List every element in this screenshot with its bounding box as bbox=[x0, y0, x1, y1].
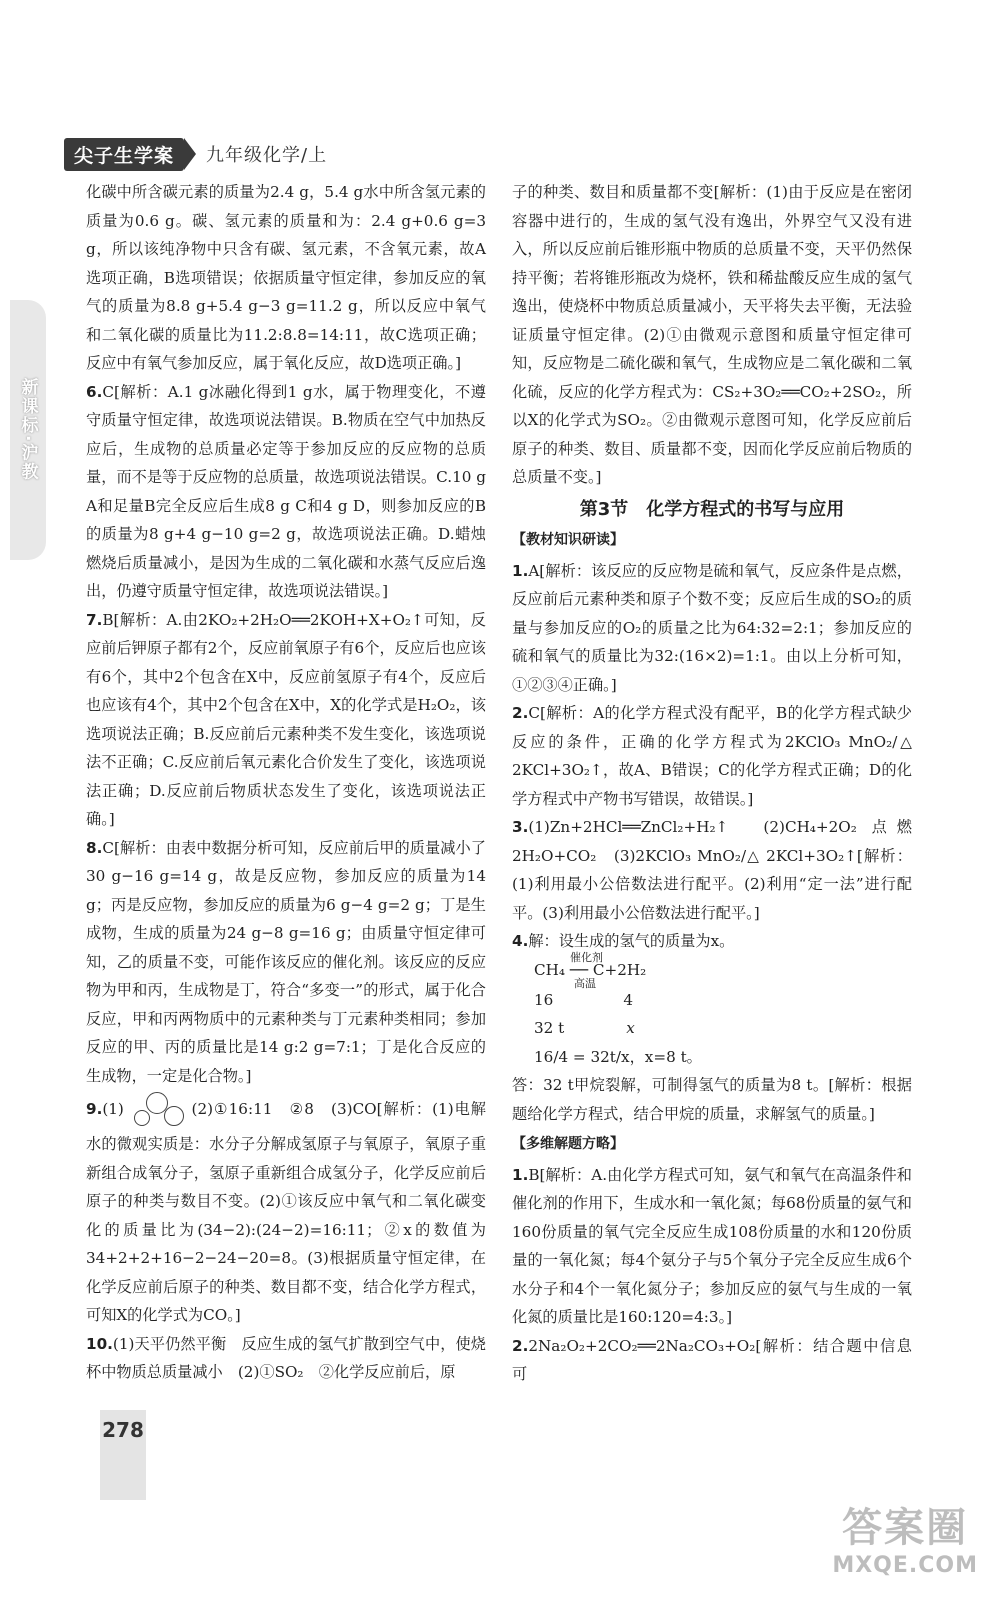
calc-cell: x bbox=[626, 1019, 635, 1037]
watermark-url: MXQE.COM bbox=[832, 1553, 978, 1578]
item-text: 解：设生成的氢气的质量为x。 bbox=[528, 932, 735, 950]
calc-row bbox=[534, 1014, 912, 1043]
answer-item-7 bbox=[86, 606, 486, 834]
item-number: 2. bbox=[512, 1336, 529, 1355]
page-number-box bbox=[100, 1410, 146, 1500]
item-text: (1)天平仍然平衡 反应生成的氢气扩散到空气中，使烧杯中物质总质量减小 (2)①SO₂ ②化学反应前后，原 bbox=[86, 1334, 486, 1381]
calc-equation-text: CH₄ ── C+2H₂ bbox=[534, 960, 647, 979]
calc-cell: 4 bbox=[623, 990, 633, 1009]
item-text: (1)Zn+2HCl══ZnCl₂+H₂↑ (2)CH₄+2O₂ 点燃 2H₂O+CO₂ (3)2KClO₃ MnO₂/△ 2KCl+3O₂↑[解析：(1)利用最小公倍数法进行配平。(2)利用“定一法”进行配平。(3)利用最小公倍数法进行配平。] bbox=[512, 818, 912, 922]
item-number: 6. bbox=[86, 382, 103, 401]
item-number: 2. bbox=[512, 704, 529, 722]
section-item bbox=[512, 557, 912, 700]
item-text: C[解析：A.1 g冰融化得到1 g水，属于物理变化，不遵守质量守恒定律，故选项说法错误。B.物质在空气中加热反应后，生成物的总质量必定等于参加反应的反应物的总质量，而不是等于反应物的总质量，故选项说法错误。C.10 g A和足量B完全反应后生成8 g C和4 g D，则参加反应的B的质量为8 g+4 g−10 g=2 g，故选项说法正确。D.蜡烛燃烧后质量减小，是因为生成的二氧化碳和水蒸气反应后逸出，仍遵守质量守恒定律，故选项说法错误。] bbox=[86, 382, 486, 600]
item-number: 7. bbox=[86, 610, 103, 629]
brand-tail-shape bbox=[184, 138, 196, 170]
molecule-diagram-icon bbox=[130, 1090, 186, 1130]
page-number: 278 bbox=[102, 1418, 144, 1442]
section-item bbox=[512, 699, 912, 813]
item-text: 2Na₂O₂+2CO₂══2Na₂CO₃+O₂[解析：结合题中信息可 bbox=[512, 1336, 912, 1383]
item-number: 1. bbox=[512, 1165, 529, 1184]
answer-continuation: 子的种类、数目和质量都不变[解析：(1)由于反应是在密闭容器中进行的，生成的氢气没有逸出，外界空气又没有进入，所以反应前后锥形瓶中物质的总质量不变，天平仍然保持平衡；若将锥形瓶改为烧杯，铁和稀盐酸反应生成的氢气逸出，使烧杯中物质总质量减小，天平将失去平衡，无法验证质量守恒定律。(2)①由微观示意图和质量守恒定律可知，反应物是二硫化碳和氧气，生成物应是二氧化碳和二氧化硫，反应的化学方程式为：CS₂+3O₂══CO₂+2SO₂，所以X的化学式为SO₂。②由微观示意图可知，化学反应前后原子的种类、数目、质量都不变，因而化学反应前后物质的总质量不变。] bbox=[512, 183, 912, 486]
item-text: B[解析：A.由2KO₂+2H₂O══2KOH+X+O₂↑可知，反应前后钾原子都有2个，反应前氧原子有6个，反应后也应该有6个，其中2个包含在X中，反应前氢原子有4个，反应后也应该有4个，其中2个包含在X中，X的化学式是H₂O₂，该选项说法正确；B.反应前后元素种类不发生变化，该选项说法不正确；C.反应前后氧元素化合价发生了变化，该选项说法正确；D.反应前后物质状态发生了变化，该选项说法正确。] bbox=[86, 610, 486, 828]
calc-condition-bottom: 高温 bbox=[574, 976, 596, 990]
item-number: 10. bbox=[86, 1334, 113, 1353]
answer-continuation: 化碳中所含碳元素的质量为2.4 g，5.4 g水中所含氢元素的质量为0.6 g。碳、氢元素的质量和为：2.4 g+0.6 g=3 g，所以该纯净物中只含有碳、氢元素，不含氧元素，故A选项正确，B选项错误；依据质量守恒定律，参加反应的氧气的质量为8.8 g+5.4 g−3 g=11.2 g，所以反应中氧气和二氧化碳的质量比为11.2:8.8=14:11，故C选项正确；反应中有氧气参加反应，属于氧化反应，故D选项正确。] bbox=[86, 183, 486, 372]
watermark-logo-text: 答案圈 bbox=[842, 1505, 969, 1551]
calc-ratio: 16/4 = 32t/x，x=8 t。 bbox=[534, 1047, 702, 1066]
calc-answer: 答：32 t甲烷裂解，可制得氢气的质量为8 t。[解析：根据题给化学方程式，结合甲烷的质量，求解氢气的质量。] bbox=[512, 1076, 912, 1123]
section-item bbox=[512, 813, 912, 927]
calculation-block bbox=[512, 950, 912, 1129]
item-text: A[解析：该反应的反应物是硫和氧气，反应条件是点燃，反应前后元素种类和原子个数不变；反应后生成的SO₂的质量与参加反应的O₂的质量之比为64:32=2:1；参加反应的硫和氧气的质量比为32:(16×2)=1:1。由以上分析可知，①②③④正确。] bbox=[512, 561, 912, 694]
item-number: 1. bbox=[512, 561, 529, 580]
answer-item-8 bbox=[86, 834, 486, 1091]
site-watermark bbox=[832, 1496, 978, 1578]
right-column bbox=[512, 178, 912, 1389]
left-column bbox=[86, 178, 486, 1387]
side-tab-label: 新课标·沪教 bbox=[17, 378, 38, 482]
item-number: 9. bbox=[86, 1100, 103, 1118]
answer-item-6 bbox=[86, 378, 486, 606]
section-item bbox=[512, 1161, 912, 1332]
calc-cell: 16 bbox=[534, 990, 554, 1009]
page-header bbox=[64, 138, 327, 170]
item-number: 3. bbox=[512, 818, 529, 836]
section-item bbox=[512, 1332, 912, 1389]
item-text: B[解析：A.由化学方程式可知，氨气和氧气在高温条件和催化剂的作用下，生成水和一氧化氮；每68份质量的氨气和160份质量的氧气完全反应生成108份质量的水和120份质量的一氧化氮；每4个氨分子与5个氧分子完全反应生成6个水分子和4个一氧化氮分子；参加反应的氨气与生成的一氧化氮的质量比是160:120=4:3。] bbox=[512, 1165, 912, 1326]
section-tag: 【多维解题方略】 bbox=[512, 1136, 624, 1152]
item-number: 8. bbox=[86, 838, 103, 857]
item-text: C[解析：由表中数据分析可知，反应前后甲的质量减小了30 g−16 g=14 g，故是反应物，参加反应的质量为14 g；丙是反应物，参加反应的质量为6 g−4 g=2 g；丁是生成物，生成的质量为24 g−8 g=16 g；由质量守恒定律可知，乙的质量不变，可能作该反应的催化剂。该反应的反应物为甲和丙，生成物是丁，符合“多变一”的形式，属于化合反应，甲和丙两物质中的元素种类与丁元素种类相同；参加反应的甲、丙的质量比是14 g:2 g=7:1；丁是化合反应的生成物，一定是化合物。] bbox=[86, 838, 486, 1085]
side-tab bbox=[10, 300, 46, 560]
brand-label: 尖子生学案 bbox=[64, 138, 184, 171]
section-tag: 【教材知识研读】 bbox=[512, 532, 624, 548]
calc-equation bbox=[534, 950, 912, 990]
calc-cell: 32 t bbox=[534, 1019, 565, 1037]
book-subtitle: 九年级化学/上 bbox=[206, 145, 328, 166]
item-text: (2)①16:11 ②8 (3)CO[解析：(1)电解水的微观实质是：水分子分解成氢原子与氧原子，氧原子重新组合成氧分子，氢原子重新组合成氢分子，化学反应前后原子的种类与数目不变。(2)①该反应中氧气和二氧化碳变化的质量比为(34−2):(24−2)=16:11；②x的数值为34+2+2+16−2−24−20=8。(3)根据质量守恒定律，在化学反应前后原子的种类、数目都不变，结合化学方程式，可知X的化学式为CO。] bbox=[86, 1100, 486, 1324]
answer-item-9 bbox=[86, 1090, 486, 1330]
item-text: C[解析：A的化学方程式没有配平，B的化学方程式缺少反应的条件，正确的化学方程式为2KClO₃ MnO₂/△ 2KCl+3O₂↑，故A、B错误；C的化学方程式正确；D的化学方程式中产物书写错误，故错误。] bbox=[512, 704, 912, 808]
calc-condition-top: 催化剂 bbox=[570, 950, 603, 964]
item-number: 4. bbox=[512, 932, 529, 950]
item-pre: (1) bbox=[102, 1100, 124, 1118]
answer-item-10 bbox=[86, 1330, 486, 1387]
section-title: 第3节 化学方程式的书写与应用 bbox=[579, 498, 845, 520]
